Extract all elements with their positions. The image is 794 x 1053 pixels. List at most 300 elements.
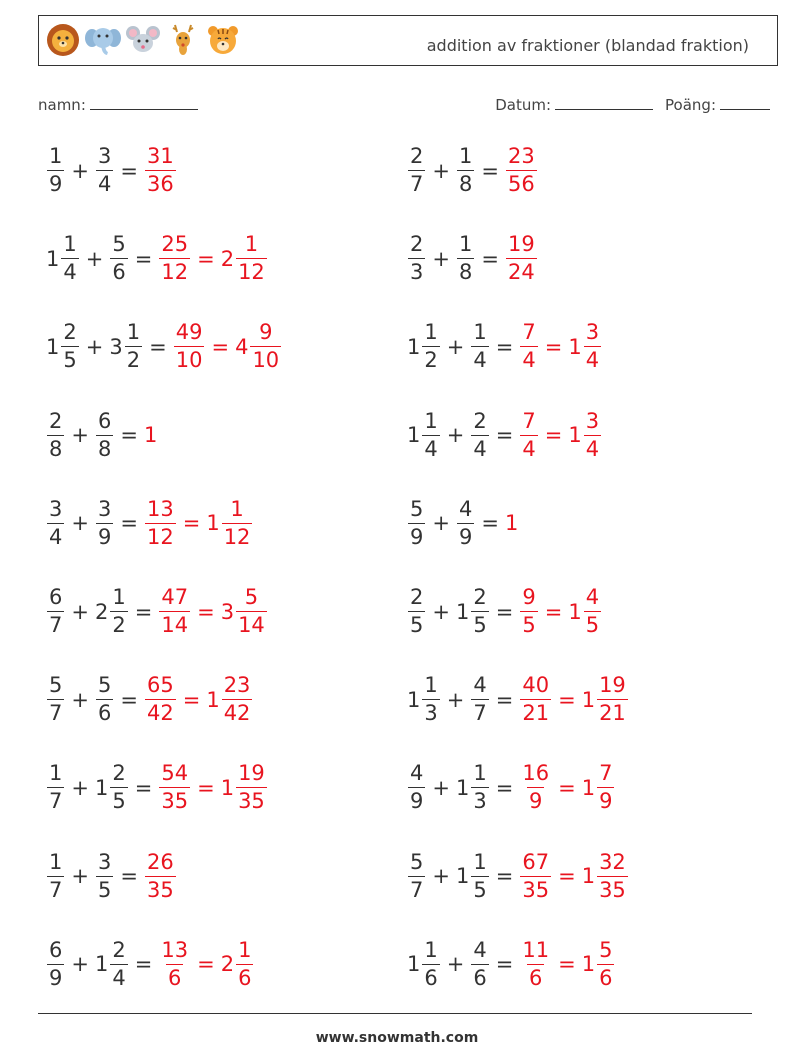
addend-b-fraction	[471, 408, 488, 461]
answer-equals-sign: =	[197, 775, 215, 800]
addend-a-numerator: 6	[49, 937, 63, 962]
addend-b-fraction	[471, 587, 488, 636]
addend-b-denominator: 7	[473, 701, 487, 726]
addend-b-number	[95, 849, 114, 902]
mixed-answer-number	[220, 937, 255, 990]
addend-a-number	[46, 937, 65, 990]
addend-b-fraction	[96, 146, 113, 195]
addend-b-denominator: 8	[97, 436, 112, 461]
answer-denominator: 9	[529, 789, 543, 814]
answer	[519, 849, 628, 902]
addend-a-denominator: 7	[49, 877, 63, 902]
addend-b-fraction	[471, 763, 488, 812]
fraction-problem	[46, 675, 253, 724]
addend-a-number	[407, 587, 426, 636]
answer-fraction	[145, 849, 176, 902]
answer-fraction	[506, 146, 537, 195]
mixed-answer-numerator: 19	[599, 673, 626, 698]
addend-a-numerator: 2	[49, 408, 63, 433]
answer-fraction	[159, 587, 190, 636]
answer-numerator: 23	[507, 144, 535, 168]
deer-icon	[165, 22, 201, 58]
addend-a-numerator: 2	[63, 320, 77, 345]
addend-a-whole: 1	[407, 423, 421, 448]
addend-b-fraction	[471, 937, 488, 990]
answer-numerator: 7	[522, 320, 536, 345]
plus-sign: +	[71, 864, 89, 889]
fraction-problem	[46, 849, 177, 902]
answer-number	[519, 408, 538, 461]
addend-a-numerator: 3	[49, 496, 63, 521]
addend-b-number	[456, 587, 490, 636]
mixed-answer-numerator: 7	[599, 761, 613, 786]
plus-sign: +	[446, 687, 465, 712]
addend-a-number	[407, 675, 441, 724]
addend-a-denominator: 3	[410, 260, 424, 285]
addend-a-fraction	[47, 937, 64, 990]
addend-b-whole: 2	[94, 599, 109, 624]
fraction-problem	[407, 849, 629, 902]
answer-numerator: 16	[522, 761, 550, 786]
addend-b-numerator: 6	[97, 408, 112, 433]
addend-b-numerator: 1	[112, 585, 126, 609]
addend-b-fraction	[471, 675, 488, 724]
addend-a-denominator: 4	[424, 436, 438, 461]
mixed-answer-numerator: 19	[238, 761, 265, 786]
addend-b-number	[470, 322, 489, 371]
answer-denominator: 42	[146, 701, 174, 726]
addend-a-denominator: 7	[49, 701, 63, 726]
answer	[158, 587, 267, 636]
answer-number	[519, 587, 538, 636]
answer-equals-sign: =	[182, 511, 201, 536]
elephant-icon	[85, 22, 121, 58]
addend-b-numerator: 1	[473, 320, 487, 345]
mixed-answer-denominator: 35	[238, 789, 265, 814]
addend-b-number	[95, 675, 114, 724]
answer-number	[158, 234, 191, 283]
addend-b-denominator: 4	[473, 348, 487, 373]
answer-number	[519, 675, 552, 724]
plus-sign: +	[71, 511, 89, 536]
answer-fraction	[145, 675, 176, 724]
mixed-answer-numerator: 1	[244, 232, 259, 257]
addend-a-denominator: 7	[410, 877, 424, 902]
addend-a-fraction	[47, 587, 64, 636]
addend-a-numerator: 1	[424, 408, 438, 433]
addend-a-number	[407, 496, 426, 549]
addend-b-fraction	[110, 937, 127, 990]
animal-icons	[45, 22, 241, 58]
addend-b-whole: 1	[455, 599, 470, 624]
addend-a-fraction	[47, 496, 64, 549]
answer-numerator: 31	[146, 144, 174, 168]
addend-a-number	[46, 849, 65, 902]
date-blank[interactable]	[555, 95, 653, 110]
mixed-answer-number	[568, 587, 602, 636]
addend-a-denominator: 3	[424, 701, 438, 726]
addend-a-number	[46, 408, 65, 461]
mixed-answer-number	[235, 322, 282, 371]
answer-equals-sign: =	[182, 687, 201, 712]
lion-icon	[45, 22, 81, 58]
addend-b-denominator: 5	[473, 613, 487, 637]
answer	[144, 675, 253, 724]
equals-sign: =	[120, 864, 138, 889]
mixed-answer-whole: 1	[568, 599, 582, 624]
answer-denominator: 5	[522, 613, 536, 637]
addend-b-numerator: 1	[458, 144, 473, 168]
addend-a-denominator: 9	[410, 789, 424, 814]
mixed-answer-denominator: 9	[599, 789, 613, 814]
mixed-answer-whole: 2	[220, 952, 235, 977]
mixed-answer-numerator: 1	[230, 496, 244, 521]
equals-sign: =	[495, 687, 514, 712]
mixed-answer-number	[582, 675, 629, 724]
addend-a-denominator: 9	[410, 524, 424, 549]
answer-numerator: 11	[522, 937, 550, 962]
addend-a-number	[407, 234, 426, 283]
answer-fraction	[159, 234, 190, 283]
addend-a-numerator: 1	[49, 144, 63, 168]
mixed-answer-fraction	[222, 675, 253, 724]
addend-b-denominator: 5	[473, 877, 487, 902]
score-label: Poäng:	[665, 96, 716, 114]
answer-fraction	[520, 322, 537, 371]
answer-numerator: 7	[522, 408, 536, 433]
mixed-answer-fraction	[597, 937, 614, 990]
answer	[144, 849, 177, 902]
equals-sign: =	[134, 775, 153, 800]
addend-a-denominator: 7	[49, 789, 63, 814]
answer-fraction	[506, 234, 537, 283]
addend-b-denominator: 5	[97, 877, 112, 902]
mixed-answer-number	[206, 496, 253, 549]
mixed-answer-whole: 1	[581, 952, 596, 977]
addend-a-whole: 1	[407, 334, 421, 359]
mixed-answer-fraction	[597, 849, 628, 902]
answer-equals-sign: =	[558, 952, 576, 977]
addend-b-denominator: 9	[97, 524, 112, 549]
footer-url: www.snowmath.com	[315, 1030, 479, 1046]
score-blank[interactable]	[720, 95, 770, 110]
equals-sign: =	[120, 158, 138, 183]
mixed-answer-denominator: 6	[238, 965, 252, 990]
equals-sign: =	[495, 334, 514, 359]
answer-numerator: 9	[522, 585, 536, 609]
addend-b-fraction	[471, 849, 488, 902]
answer-number	[519, 937, 552, 990]
addend-b-fraction	[96, 496, 113, 549]
mixed-answer-fraction	[597, 763, 614, 812]
fraction-problem	[407, 763, 615, 812]
mixed-answer-numerator: 23	[223, 673, 251, 698]
answer-equals-sign: =	[558, 775, 576, 800]
answer	[158, 763, 267, 812]
addend-a-denominator: 9	[49, 965, 63, 990]
addend-b-denominator: 6	[97, 701, 112, 726]
addend-b-whole: 1	[94, 952, 109, 977]
answer-denominator: 56	[507, 172, 535, 196]
answer-denominator: 4	[522, 436, 536, 461]
addend-b-number	[109, 234, 128, 283]
addend-a-fraction	[408, 146, 425, 195]
fraction-problem	[46, 937, 254, 990]
tiger-icon	[205, 22, 241, 58]
fraction-problem	[46, 496, 253, 549]
answer	[144, 423, 158, 447]
addend-a-fraction	[47, 675, 64, 724]
equals-sign: =	[120, 687, 138, 712]
answer-number	[505, 146, 538, 195]
equals-sign: =	[495, 864, 514, 889]
worksheet-title: addition av fraktioner (blandad fraktion)	[426, 36, 749, 55]
addend-a-denominator: 7	[410, 172, 424, 196]
mixed-answer-denominator: 6	[599, 965, 613, 990]
equals-sign: =	[495, 423, 514, 448]
addend-b-whole: 1	[455, 775, 470, 800]
answer	[173, 322, 282, 371]
addend-a-numerator: 1	[424, 673, 438, 698]
addend-a-denominator: 5	[410, 613, 424, 637]
addend-b-number	[94, 937, 129, 990]
answer	[505, 234, 538, 283]
equals-sign: =	[495, 775, 514, 800]
addend-a-whole: 1	[46, 246, 60, 271]
addend-a-fraction	[47, 146, 64, 195]
answer-denominator: 10	[175, 348, 203, 373]
addend-b-number	[455, 849, 490, 902]
answer-fraction	[159, 763, 190, 812]
plus-sign: +	[71, 599, 89, 624]
addend-a-number	[407, 146, 426, 195]
addend-a-numerator: 1	[63, 232, 77, 257]
mixed-answer-whole: 1	[206, 687, 220, 712]
mixed-answer-fraction	[236, 587, 267, 636]
answer-numerator: 25	[161, 232, 189, 257]
mixed-answer-fraction	[236, 937, 253, 990]
addend-a-fraction	[408, 763, 425, 812]
equals-sign: =	[134, 246, 153, 271]
addend-a-denominator: 4	[49, 524, 63, 549]
answer	[158, 234, 267, 283]
addend-b-fraction	[110, 763, 127, 812]
addend-b-numerator: 3	[97, 144, 112, 168]
answer	[144, 496, 253, 549]
addend-a-whole: 1	[407, 687, 421, 712]
addend-b-numerator: 3	[97, 496, 112, 521]
mixed-answer-number	[582, 763, 616, 812]
addend-a-numerator: 2	[410, 232, 424, 257]
mixed-answer-denominator: 14	[238, 613, 265, 637]
addend-b-fraction	[110, 234, 127, 283]
answer-equals-sign: =	[211, 334, 230, 359]
footer-divider	[38, 1013, 752, 1014]
addend-b-denominator: 5	[112, 789, 126, 814]
answer-denominator: 4	[522, 348, 536, 373]
addend-b-fraction	[110, 587, 127, 636]
mixed-answer-denominator: 12	[223, 524, 251, 549]
addend-b-fraction	[457, 234, 474, 283]
answer-denominator: 21	[522, 701, 550, 726]
addend-b-numerator: 5	[97, 673, 112, 698]
mixed-answer-numerator: 5	[599, 937, 613, 962]
plus-sign: +	[71, 687, 89, 712]
plus-sign: +	[71, 775, 89, 800]
addend-a-numerator: 6	[49, 585, 63, 609]
mixed-answer-fraction	[584, 322, 601, 371]
addend-b-fraction	[471, 322, 488, 371]
fraction-problem	[46, 408, 158, 461]
fraction-problem	[46, 587, 268, 636]
fraction-problem	[46, 763, 268, 812]
answer	[144, 146, 177, 195]
addend-a-fraction	[422, 937, 439, 990]
answer-numerator: 54	[161, 761, 189, 786]
addend-a-number	[407, 408, 441, 461]
addend-a-denominator: 8	[49, 436, 63, 461]
addend-a-fraction	[422, 408, 439, 461]
addend-b-fraction	[96, 849, 113, 902]
addend-a-fraction	[61, 322, 78, 371]
mixed-answer-denominator: 35	[599, 877, 626, 902]
answer-equals-sign: =	[197, 599, 215, 624]
mixed-answer-whole: 1	[568, 423, 582, 448]
mixed-answer-denominator: 5	[585, 613, 600, 637]
answer-number	[158, 763, 191, 812]
addend-a-number	[407, 763, 426, 812]
addend-a-denominator: 5	[63, 348, 77, 373]
addend-b-numerator: 2	[112, 761, 126, 786]
mixed-answer-denominator: 4	[585, 348, 600, 373]
answer-denominator: 14	[161, 613, 189, 637]
answer	[505, 146, 538, 195]
addend-b-denominator: 6	[473, 965, 487, 990]
addend-b-numerator: 1	[126, 320, 141, 345]
addend-b-whole: 1	[455, 864, 470, 889]
addend-b-numerator: 4	[473, 937, 487, 962]
addend-a-denominator: 4	[63, 260, 77, 285]
addend-a-number	[407, 322, 441, 371]
mixed-answer-number	[206, 675, 253, 724]
answer-denominator: 35	[522, 877, 550, 902]
name-blank[interactable]	[90, 95, 198, 110]
mixed-answer-number	[581, 849, 629, 902]
answer-denominator: 35	[146, 877, 174, 902]
mixed-answer-numerator: 4	[585, 585, 600, 609]
answer	[519, 763, 615, 812]
fraction-problem	[46, 146, 177, 195]
answer-number	[144, 146, 177, 195]
answer-equals-sign: =	[197, 952, 215, 977]
fraction-problem	[46, 322, 282, 371]
answer-numerator: 13	[146, 496, 174, 521]
mixed-answer-whole: 4	[235, 334, 249, 359]
addend-b-numerator: 1	[458, 232, 473, 257]
mixed-answer-numerator: 3	[585, 408, 600, 433]
addend-a-numerator: 1	[49, 761, 63, 786]
addend-b-number	[95, 408, 114, 461]
mixed-answer-whole: 1	[568, 334, 582, 359]
plus-sign: +	[85, 334, 104, 359]
mixed-answer-whole: 1	[581, 864, 596, 889]
fraction-problem	[407, 322, 602, 371]
addend-a-fraction	[408, 587, 425, 636]
addend-a-number	[46, 587, 65, 636]
addend-b-numerator: 4	[473, 673, 487, 698]
answer-fraction	[520, 763, 551, 812]
addend-a-denominator: 2	[424, 348, 438, 373]
mixed-answer-whole: 1	[581, 687, 596, 712]
answer-numerator: 13	[161, 937, 189, 962]
addend-b-number	[470, 675, 489, 724]
answer-number	[158, 587, 191, 636]
addend-a-fraction	[422, 322, 439, 371]
answer	[519, 587, 602, 636]
mixed-answer-denominator: 12	[238, 260, 265, 285]
name-label: namn:	[38, 96, 86, 114]
addend-b-numerator: 1	[473, 761, 487, 786]
addend-a-numerator: 1	[424, 320, 438, 345]
answer-fraction	[159, 937, 190, 990]
mixed-answer-number	[221, 234, 268, 283]
mixed-answer-numerator: 1	[238, 937, 252, 962]
plus-sign: +	[446, 952, 465, 977]
mixed-answer-whole: 1	[220, 775, 235, 800]
answer-number	[519, 322, 538, 371]
plus-sign: +	[446, 423, 465, 448]
mixed-answer-numerator: 5	[244, 585, 259, 609]
addend-b-number	[470, 937, 489, 990]
addend-a-denominator: 7	[49, 613, 63, 637]
answer-fraction	[520, 937, 551, 990]
answer-numerator: 65	[146, 673, 174, 698]
answer-equals-sign: =	[558, 864, 576, 889]
addend-b-denominator: 3	[473, 789, 487, 814]
plus-sign: +	[432, 158, 450, 183]
addend-a-denominator: 9	[49, 172, 63, 196]
equals-sign: =	[495, 599, 514, 624]
mixed-answer-number	[568, 408, 602, 461]
mouse-icon	[125, 22, 161, 58]
mixed-answer-denominator: 21	[599, 701, 626, 726]
answer	[505, 511, 519, 535]
answer-denominator: 6	[168, 965, 182, 990]
addend-a-numerator: 2	[410, 585, 424, 609]
plus-sign: +	[432, 511, 450, 536]
mixed-answer-fraction	[222, 496, 253, 549]
mixed-answer-whole: 1	[206, 511, 220, 536]
addend-b-denominator: 4	[97, 172, 112, 196]
mixed-answer-numerator: 3	[585, 320, 600, 345]
answer-equals-sign: =	[558, 687, 576, 712]
mixed-answer-whole: 1	[581, 775, 596, 800]
mixed-answer-number	[221, 763, 268, 812]
addend-a-whole: 1	[407, 952, 421, 977]
answer-number	[519, 849, 552, 902]
answer	[158, 937, 254, 990]
fraction-problem	[407, 675, 629, 724]
answer-fraction	[520, 408, 537, 461]
answer-fraction	[145, 496, 176, 549]
mixed-answer-fraction	[584, 408, 601, 461]
addend-a-number	[46, 496, 65, 549]
addend-a-numerator: 4	[410, 761, 424, 786]
answer-number	[519, 763, 552, 812]
answer	[519, 322, 602, 371]
addend-b-numerator: 2	[473, 585, 487, 609]
answer-denominator: 12	[161, 260, 189, 285]
